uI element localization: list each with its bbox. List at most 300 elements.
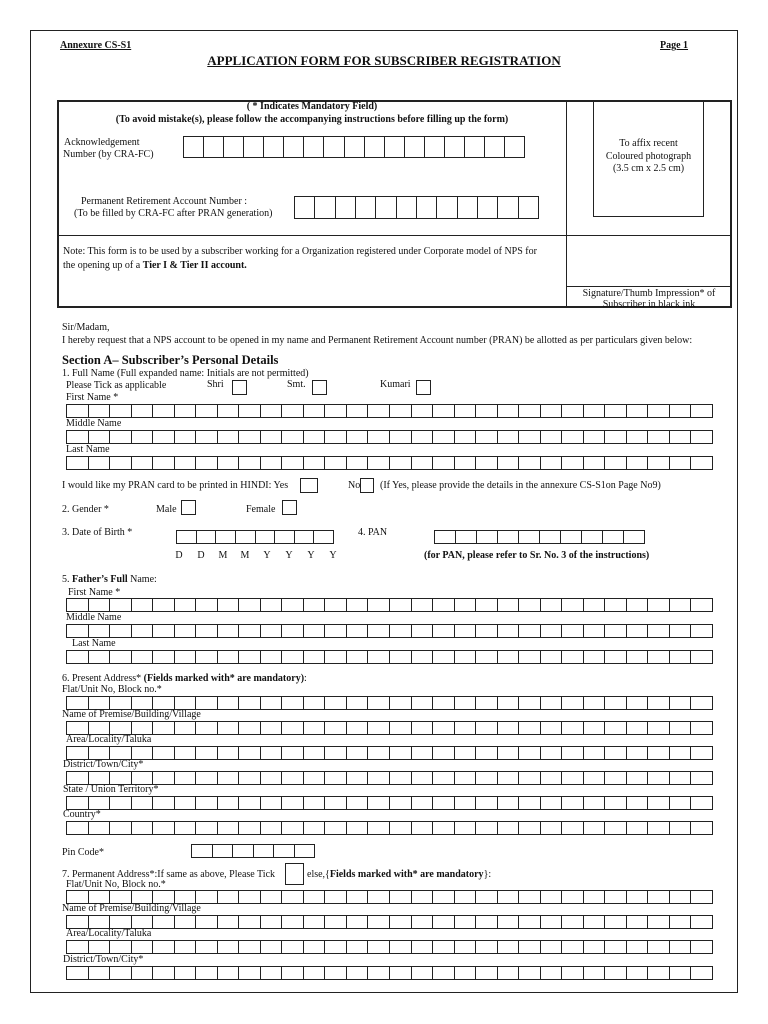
- char-cell[interactable]: [282, 797, 304, 809]
- char-cell[interactable]: [412, 772, 434, 784]
- char-cell[interactable]: [153, 941, 175, 953]
- char-cell[interactable]: [627, 457, 649, 469]
- char-cell[interactable]: [458, 197, 478, 218]
- char-cell[interactable]: [218, 941, 240, 953]
- char-cell[interactable]: [519, 941, 541, 953]
- char-cell[interactable]: [648, 722, 670, 734]
- char-cell[interactable]: [275, 531, 295, 543]
- char-cell[interactable]: [670, 697, 692, 709]
- char-cell[interactable]: [385, 137, 405, 157]
- char-cell[interactable]: [89, 697, 111, 709]
- char-cell[interactable]: [627, 891, 649, 903]
- char-cell[interactable]: [196, 697, 218, 709]
- char-cell[interactable]: [584, 599, 606, 611]
- char-cell[interactable]: [196, 941, 218, 953]
- char-cell[interactable]: [648, 405, 670, 417]
- char-cell[interactable]: [153, 405, 175, 417]
- char-cell[interactable]: [691, 457, 713, 469]
- char-cell[interactable]: [282, 772, 304, 784]
- char-cell[interactable]: [325, 916, 347, 928]
- char-cell[interactable]: [325, 822, 347, 834]
- char-cell[interactable]: [498, 916, 520, 928]
- char-cell[interactable]: [89, 772, 111, 784]
- char-cell[interactable]: [239, 651, 261, 663]
- char-cell[interactable]: [368, 625, 390, 637]
- char-cell[interactable]: [132, 916, 154, 928]
- char-cell[interactable]: [519, 651, 541, 663]
- char-cell[interactable]: [455, 967, 477, 979]
- char-cell[interactable]: [455, 625, 477, 637]
- char-cell[interactable]: [541, 797, 563, 809]
- char-cell[interactable]: [519, 197, 539, 218]
- char-cell[interactable]: [390, 916, 412, 928]
- flat-input[interactable]: [66, 696, 713, 710]
- char-cell[interactable]: [584, 431, 606, 443]
- char-cell[interactable]: [196, 967, 218, 979]
- char-cell[interactable]: [132, 941, 154, 953]
- char-cell[interactable]: [304, 651, 326, 663]
- char-cell[interactable]: [218, 916, 240, 928]
- char-cell[interactable]: [336, 197, 356, 218]
- middle-name-input[interactable]: [66, 430, 713, 444]
- char-cell[interactable]: [368, 431, 390, 443]
- char-cell[interactable]: [110, 772, 132, 784]
- char-cell[interactable]: [562, 916, 584, 928]
- char-cell[interactable]: [562, 625, 584, 637]
- char-cell[interactable]: [541, 967, 563, 979]
- char-cell[interactable]: [110, 599, 132, 611]
- char-cell[interactable]: [691, 722, 713, 734]
- char-cell[interactable]: [541, 941, 563, 953]
- char-cell[interactable]: [304, 697, 326, 709]
- perm-premise-input[interactable]: [66, 915, 713, 929]
- char-cell[interactable]: [261, 967, 283, 979]
- char-cell[interactable]: [89, 916, 111, 928]
- pan-input[interactable]: [434, 530, 645, 544]
- char-cell[interactable]: [624, 531, 645, 543]
- char-cell[interactable]: [254, 845, 275, 857]
- char-cell[interactable]: [177, 531, 197, 543]
- char-cell[interactable]: [325, 625, 347, 637]
- last-name-input[interactable]: [66, 456, 713, 470]
- char-cell[interactable]: [476, 822, 498, 834]
- char-cell[interactable]: [456, 531, 477, 543]
- char-cell[interactable]: [110, 797, 132, 809]
- char-cell[interactable]: [89, 599, 111, 611]
- char-cell[interactable]: [562, 967, 584, 979]
- char-cell[interactable]: [175, 625, 197, 637]
- char-cell[interactable]: [465, 137, 485, 157]
- perm-district-input[interactable]: [66, 966, 713, 980]
- char-cell[interactable]: [218, 651, 240, 663]
- char-cell[interactable]: [691, 405, 713, 417]
- char-cell[interactable]: [304, 431, 326, 443]
- first-name-input[interactable]: [66, 404, 713, 418]
- char-cell[interactable]: [153, 625, 175, 637]
- char-cell[interactable]: [691, 891, 713, 903]
- char-cell[interactable]: [648, 599, 670, 611]
- smt-checkbox[interactable]: [312, 380, 327, 395]
- char-cell[interactable]: [562, 457, 584, 469]
- char-cell[interactable]: [412, 599, 434, 611]
- char-cell[interactable]: [282, 941, 304, 953]
- char-cell[interactable]: [175, 916, 197, 928]
- char-cell[interactable]: [691, 651, 713, 663]
- char-cell[interactable]: [476, 747, 498, 759]
- char-cell[interactable]: [455, 797, 477, 809]
- char-cell[interactable]: [347, 772, 369, 784]
- char-cell[interactable]: [605, 625, 627, 637]
- char-cell[interactable]: [562, 697, 584, 709]
- char-cell[interactable]: [368, 772, 390, 784]
- char-cell[interactable]: [648, 967, 670, 979]
- char-cell[interactable]: [584, 941, 606, 953]
- char-cell[interactable]: [197, 531, 217, 543]
- char-cell[interactable]: [110, 941, 132, 953]
- char-cell[interactable]: [153, 822, 175, 834]
- char-cell[interactable]: [390, 891, 412, 903]
- char-cell[interactable]: [670, 891, 692, 903]
- char-cell[interactable]: [282, 651, 304, 663]
- char-cell[interactable]: [605, 697, 627, 709]
- char-cell[interactable]: [67, 625, 89, 637]
- char-cell[interactable]: [196, 722, 218, 734]
- char-cell[interactable]: [325, 697, 347, 709]
- char-cell[interactable]: [433, 891, 455, 903]
- char-cell[interactable]: [218, 797, 240, 809]
- char-cell[interactable]: [670, 941, 692, 953]
- char-cell[interactable]: [433, 722, 455, 734]
- char-cell[interactable]: [390, 651, 412, 663]
- char-cell[interactable]: [476, 625, 498, 637]
- char-cell[interactable]: [368, 697, 390, 709]
- char-cell[interactable]: [239, 457, 261, 469]
- char-cell[interactable]: [498, 457, 520, 469]
- char-cell[interactable]: [261, 625, 283, 637]
- char-cell[interactable]: [519, 916, 541, 928]
- char-cell[interactable]: [540, 531, 561, 543]
- char-cell[interactable]: [110, 722, 132, 734]
- char-cell[interactable]: [627, 431, 649, 443]
- char-cell[interactable]: [304, 967, 326, 979]
- char-cell[interactable]: [274, 845, 295, 857]
- char-cell[interactable]: [196, 891, 218, 903]
- char-cell[interactable]: [541, 722, 563, 734]
- char-cell[interactable]: [605, 772, 627, 784]
- char-cell[interactable]: [519, 457, 541, 469]
- char-cell[interactable]: [282, 625, 304, 637]
- char-cell[interactable]: [347, 891, 369, 903]
- char-cell[interactable]: [132, 747, 154, 759]
- char-cell[interactable]: [67, 747, 89, 759]
- char-cell[interactable]: [627, 697, 649, 709]
- char-cell[interactable]: [435, 531, 456, 543]
- char-cell[interactable]: [67, 772, 89, 784]
- char-cell[interactable]: [670, 625, 692, 637]
- char-cell[interactable]: [239, 625, 261, 637]
- char-cell[interactable]: [295, 845, 316, 857]
- char-cell[interactable]: [605, 822, 627, 834]
- char-cell[interactable]: [304, 137, 324, 157]
- char-cell[interactable]: [519, 722, 541, 734]
- char-cell[interactable]: [455, 405, 477, 417]
- char-cell[interactable]: [519, 531, 540, 543]
- char-cell[interactable]: [584, 916, 606, 928]
- char-cell[interactable]: [390, 431, 412, 443]
- char-cell[interactable]: [627, 722, 649, 734]
- char-cell[interactable]: [541, 599, 563, 611]
- char-cell[interactable]: [213, 845, 234, 857]
- char-cell[interactable]: [239, 797, 261, 809]
- char-cell[interactable]: [132, 822, 154, 834]
- char-cell[interactable]: [239, 916, 261, 928]
- char-cell[interactable]: [304, 916, 326, 928]
- char-cell[interactable]: [153, 797, 175, 809]
- char-cell[interactable]: [519, 967, 541, 979]
- hindi-yes-checkbox[interactable]: [300, 478, 318, 493]
- char-cell[interactable]: [584, 405, 606, 417]
- char-cell[interactable]: [261, 797, 283, 809]
- char-cell[interactable]: [368, 457, 390, 469]
- char-cell[interactable]: [476, 916, 498, 928]
- char-cell[interactable]: [196, 431, 218, 443]
- char-cell[interactable]: [368, 941, 390, 953]
- char-cell[interactable]: [175, 599, 197, 611]
- char-cell[interactable]: [132, 457, 154, 469]
- char-cell[interactable]: [519, 772, 541, 784]
- char-cell[interactable]: [691, 431, 713, 443]
- father-middle-input[interactable]: [66, 624, 713, 638]
- char-cell[interactable]: [605, 941, 627, 953]
- char-cell[interactable]: [304, 772, 326, 784]
- char-cell[interactable]: [627, 916, 649, 928]
- char-cell[interactable]: [476, 722, 498, 734]
- char-cell[interactable]: [390, 457, 412, 469]
- char-cell[interactable]: [412, 941, 434, 953]
- char-cell[interactable]: [218, 697, 240, 709]
- char-cell[interactable]: [261, 822, 283, 834]
- char-cell[interactable]: [236, 531, 256, 543]
- char-cell[interactable]: [67, 405, 89, 417]
- char-cell[interactable]: [67, 457, 89, 469]
- char-cell[interactable]: [433, 697, 455, 709]
- char-cell[interactable]: [67, 822, 89, 834]
- char-cell[interactable]: [325, 457, 347, 469]
- char-cell[interactable]: [347, 822, 369, 834]
- char-cell[interactable]: [498, 599, 520, 611]
- char-cell[interactable]: [347, 457, 369, 469]
- char-cell[interactable]: [218, 722, 240, 734]
- char-cell[interactable]: [218, 891, 240, 903]
- char-cell[interactable]: [175, 967, 197, 979]
- char-cell[interactable]: [261, 941, 283, 953]
- char-cell[interactable]: [541, 431, 563, 443]
- char-cell[interactable]: [282, 747, 304, 759]
- char-cell[interactable]: [390, 599, 412, 611]
- perm-flat-input[interactable]: [66, 890, 713, 904]
- char-cell[interactable]: [325, 772, 347, 784]
- char-cell[interactable]: [584, 822, 606, 834]
- char-cell[interactable]: [519, 599, 541, 611]
- char-cell[interactable]: [541, 891, 563, 903]
- char-cell[interactable]: [670, 405, 692, 417]
- char-cell[interactable]: [691, 599, 713, 611]
- char-cell[interactable]: [627, 651, 649, 663]
- char-cell[interactable]: [412, 722, 434, 734]
- char-cell[interactable]: [196, 457, 218, 469]
- char-cell[interactable]: [89, 625, 111, 637]
- char-cell[interactable]: [218, 431, 240, 443]
- char-cell[interactable]: [132, 405, 154, 417]
- char-cell[interactable]: [175, 941, 197, 953]
- char-cell[interactable]: [132, 651, 154, 663]
- char-cell[interactable]: [204, 137, 224, 157]
- char-cell[interactable]: [89, 967, 111, 979]
- char-cell[interactable]: [347, 967, 369, 979]
- char-cell[interactable]: [325, 651, 347, 663]
- char-cell[interactable]: [132, 891, 154, 903]
- char-cell[interactable]: [261, 772, 283, 784]
- char-cell[interactable]: [132, 625, 154, 637]
- char-cell[interactable]: [89, 891, 111, 903]
- char-cell[interactable]: [476, 967, 498, 979]
- char-cell[interactable]: [153, 697, 175, 709]
- char-cell[interactable]: [224, 137, 244, 157]
- char-cell[interactable]: [304, 747, 326, 759]
- char-cell[interactable]: [648, 891, 670, 903]
- char-cell[interactable]: [541, 405, 563, 417]
- char-cell[interactable]: [368, 722, 390, 734]
- char-cell[interactable]: [498, 747, 520, 759]
- char-cell[interactable]: [175, 797, 197, 809]
- char-cell[interactable]: [476, 797, 498, 809]
- char-cell[interactable]: [345, 137, 365, 157]
- char-cell[interactable]: [648, 941, 670, 953]
- char-cell[interactable]: [325, 405, 347, 417]
- char-cell[interactable]: [239, 405, 261, 417]
- char-cell[interactable]: [627, 747, 649, 759]
- char-cell[interactable]: [282, 405, 304, 417]
- char-cell[interactable]: [648, 625, 670, 637]
- char-cell[interactable]: [476, 697, 498, 709]
- char-cell[interactable]: [433, 457, 455, 469]
- char-cell[interactable]: [541, 747, 563, 759]
- char-cell[interactable]: [376, 197, 396, 218]
- char-cell[interactable]: [476, 599, 498, 611]
- char-cell[interactable]: [304, 599, 326, 611]
- char-cell[interactable]: [153, 916, 175, 928]
- char-cell[interactable]: [261, 747, 283, 759]
- char-cell[interactable]: [519, 405, 541, 417]
- char-cell[interactable]: [648, 916, 670, 928]
- char-cell[interactable]: [433, 405, 455, 417]
- char-cell[interactable]: [261, 891, 283, 903]
- char-cell[interactable]: [239, 941, 261, 953]
- char-cell[interactable]: [455, 457, 477, 469]
- char-cell[interactable]: [295, 197, 315, 218]
- char-cell[interactable]: [445, 137, 465, 157]
- char-cell[interactable]: [627, 941, 649, 953]
- char-cell[interactable]: [175, 457, 197, 469]
- char-cell[interactable]: [584, 697, 606, 709]
- char-cell[interactable]: [325, 722, 347, 734]
- char-cell[interactable]: [691, 772, 713, 784]
- char-cell[interactable]: [110, 405, 132, 417]
- char-cell[interactable]: [325, 599, 347, 611]
- char-cell[interactable]: [433, 599, 455, 611]
- char-cell[interactable]: [605, 891, 627, 903]
- char-cell[interactable]: [89, 747, 111, 759]
- char-cell[interactable]: [368, 651, 390, 663]
- char-cell[interactable]: [605, 457, 627, 469]
- char-cell[interactable]: [347, 941, 369, 953]
- char-cell[interactable]: [239, 697, 261, 709]
- char-cell[interactable]: [67, 599, 89, 611]
- area-input[interactable]: [66, 746, 713, 760]
- char-cell[interactable]: [670, 822, 692, 834]
- char-cell[interactable]: [498, 967, 520, 979]
- char-cell[interactable]: [67, 651, 89, 663]
- char-cell[interactable]: [584, 772, 606, 784]
- char-cell[interactable]: [455, 431, 477, 443]
- char-cell[interactable]: [196, 599, 218, 611]
- char-cell[interactable]: [216, 531, 236, 543]
- char-cell[interactable]: [584, 457, 606, 469]
- char-cell[interactable]: [196, 772, 218, 784]
- char-cell[interactable]: [132, 697, 154, 709]
- char-cell[interactable]: [691, 697, 713, 709]
- char-cell[interactable]: [562, 941, 584, 953]
- char-cell[interactable]: [498, 797, 520, 809]
- char-cell[interactable]: [390, 797, 412, 809]
- char-cell[interactable]: [218, 405, 240, 417]
- char-cell[interactable]: [455, 822, 477, 834]
- char-cell[interactable]: [498, 941, 520, 953]
- char-cell[interactable]: [132, 431, 154, 443]
- char-cell[interactable]: [261, 405, 283, 417]
- char-cell[interactable]: [347, 916, 369, 928]
- father-first-input[interactable]: [66, 598, 713, 612]
- char-cell[interactable]: [691, 941, 713, 953]
- char-cell[interactable]: [648, 797, 670, 809]
- char-cell[interactable]: [368, 891, 390, 903]
- char-cell[interactable]: [239, 599, 261, 611]
- dob-input[interactable]: [176, 530, 334, 544]
- char-cell[interactable]: [89, 431, 111, 443]
- char-cell[interactable]: [192, 845, 213, 857]
- char-cell[interactable]: [239, 891, 261, 903]
- char-cell[interactable]: [347, 599, 369, 611]
- premise-input[interactable]: [66, 721, 713, 735]
- char-cell[interactable]: [244, 137, 264, 157]
- pran-input[interactable]: [294, 196, 539, 219]
- char-cell[interactable]: [412, 797, 434, 809]
- char-cell[interactable]: [132, 967, 154, 979]
- char-cell[interactable]: [175, 772, 197, 784]
- char-cell[interactable]: [325, 891, 347, 903]
- char-cell[interactable]: [314, 531, 334, 543]
- char-cell[interactable]: [670, 651, 692, 663]
- char-cell[interactable]: [605, 967, 627, 979]
- char-cell[interactable]: [110, 625, 132, 637]
- char-cell[interactable]: [519, 625, 541, 637]
- char-cell[interactable]: [541, 651, 563, 663]
- char-cell[interactable]: [239, 822, 261, 834]
- char-cell[interactable]: [325, 797, 347, 809]
- char-cell[interactable]: [412, 967, 434, 979]
- char-cell[interactable]: [648, 651, 670, 663]
- char-cell[interactable]: [325, 747, 347, 759]
